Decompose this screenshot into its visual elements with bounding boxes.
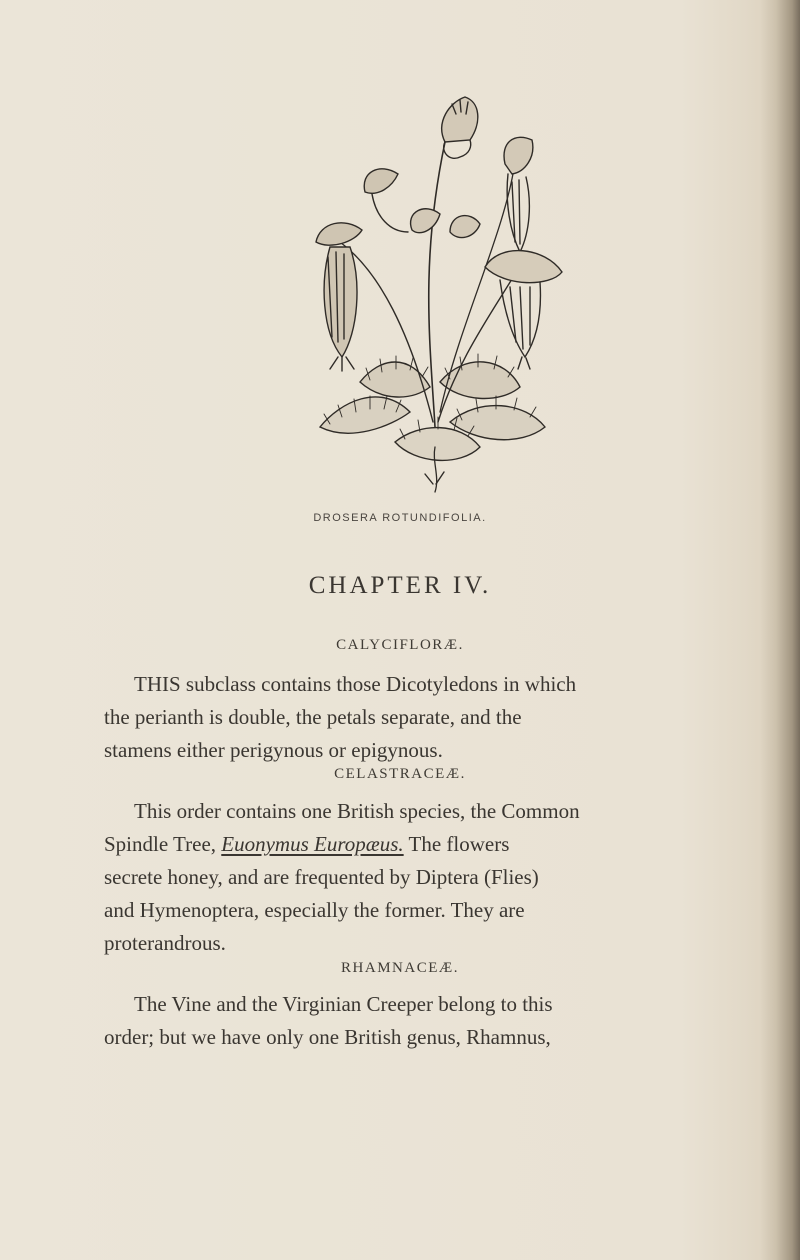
paragraph-line bbox=[104, 828, 754, 861]
page-edge-shadow bbox=[760, 0, 800, 1260]
chapter-title: CHAPTER IV. bbox=[308, 572, 492, 599]
text-fragment: Spindle Tree, bbox=[104, 832, 217, 856]
paragraph-line: stamens either perigynous or epigynous. bbox=[104, 738, 443, 762]
section-heading-calyciflorae: CALYCIFLORÆ. bbox=[336, 637, 464, 653]
paragraph-line: order; but we have only one British genus, Rhamnus, bbox=[104, 1025, 551, 1049]
paragraph-celastraceae bbox=[104, 795, 754, 960]
paragraph-line: the perianth is double, the petals separate, and the bbox=[104, 705, 522, 729]
paragraph-line: proterandrous. bbox=[104, 931, 226, 955]
drosera-plant-icon bbox=[300, 82, 570, 502]
paragraph-line: and Hymenoptera, especially the former. They are bbox=[104, 898, 525, 922]
species-name: Euonymus Europæus. bbox=[221, 832, 404, 856]
paragraph-rhamnaceae bbox=[104, 988, 754, 1054]
section-heading-celastraceae: CELASTRACEÆ. bbox=[334, 766, 466, 782]
drosera-illustration bbox=[300, 82, 570, 502]
paragraph-calyciflorae bbox=[104, 668, 754, 767]
section-heading-rhamnaceae: RHAMNACEÆ. bbox=[341, 960, 459, 976]
figure-caption: DROSERA ROTUNDIFOLIA. bbox=[313, 512, 487, 524]
text-fragment: The flowers bbox=[408, 832, 510, 856]
paragraph-line: The Vine and the Virginian Creeper belong to this bbox=[134, 992, 553, 1016]
paragraph-line: This order contains one British species, the Common bbox=[134, 799, 580, 823]
paragraph-line: secrete honey, and are frequented by Diptera (Flies) bbox=[104, 865, 539, 889]
paragraph-line: THIS subclass contains those Dicotyledons in which bbox=[134, 672, 577, 696]
